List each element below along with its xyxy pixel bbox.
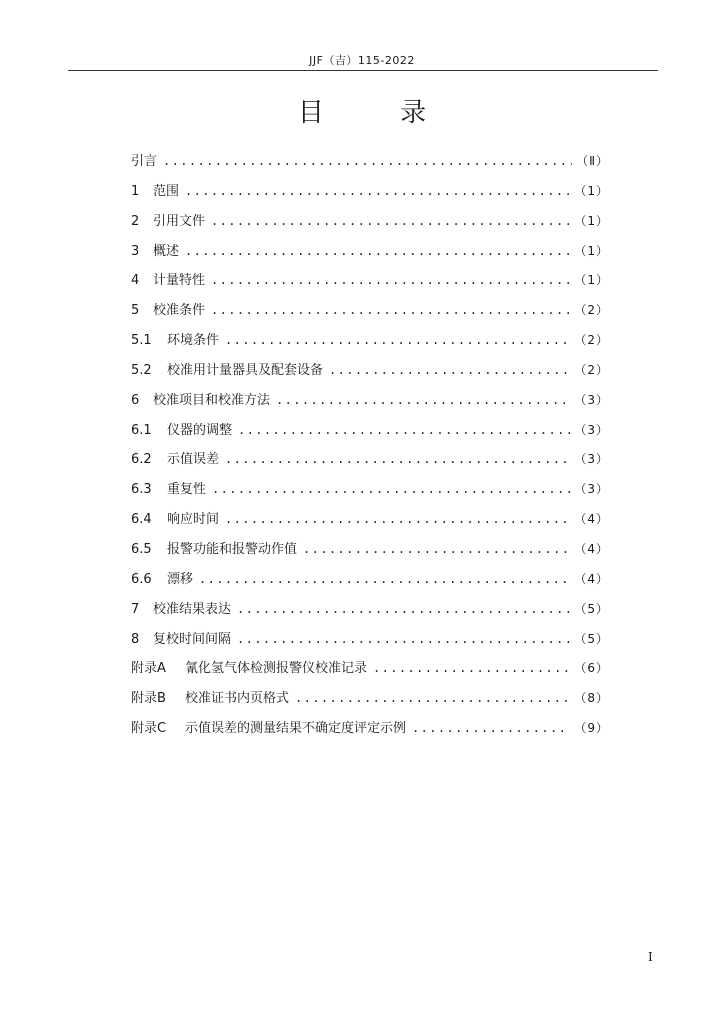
toc-entry-text: 范围 [153, 183, 180, 199]
toc-entry-number: 5 [131, 303, 140, 319]
toc-entry-label [131, 180, 181, 199]
toc-leader-dots [225, 512, 570, 526]
toc-entry-label [131, 150, 159, 169]
toc-entry-label [131, 628, 233, 647]
toc-entry[interactable] [131, 478, 609, 508]
toc-entry-page: （Ⅱ） [576, 154, 609, 168]
toc-leader-dots [211, 303, 570, 317]
toc-entry-text: 引言 [131, 154, 158, 169]
toc-entry-label [131, 717, 408, 736]
toc-entry-label [131, 538, 299, 557]
toc-leader-dots [303, 542, 570, 556]
toc-leader-dots [185, 244, 570, 258]
toc-entry-number: 附录A [131, 661, 166, 677]
toc-entry-label [131, 448, 221, 467]
toc-entry-text: 示值误差的测量结果不确定度评定示例 [185, 721, 407, 737]
toc-leader-dots [295, 691, 570, 705]
header-divider [68, 70, 658, 71]
toc-entry-text: 环境条件 [167, 333, 220, 349]
toc-entry-label [131, 269, 207, 288]
toc-entry[interactable] [131, 329, 609, 359]
toc-leader-dots [276, 393, 570, 407]
toc-entry-label [131, 508, 221, 527]
toc-entry-number: 6.1 [131, 422, 152, 438]
toc-entry-page: （1） [574, 183, 609, 198]
toc-leader-dots [185, 184, 570, 198]
toc-entry[interactable] [131, 389, 609, 419]
toc-entry[interactable] [131, 657, 609, 687]
toc-entry-text: 校准证书内页格式 [185, 691, 290, 707]
toc-leader-dots [212, 482, 570, 496]
toc-entry-page: （2） [574, 362, 609, 377]
toc-entry[interactable] [131, 717, 609, 747]
toc-entry-text: 复校时间间隔 [153, 631, 232, 647]
toc-entry-number: 7 [131, 601, 140, 617]
toc-entry-number: 6.2 [131, 452, 152, 468]
toc-entry-page: （4） [574, 512, 609, 527]
toc-entry-text: 计量特性 [153, 273, 206, 289]
toc-entry[interactable] [131, 568, 609, 598]
toc-entry-number: 4 [131, 273, 140, 289]
toc-entry[interactable] [131, 628, 609, 658]
toc-entry-number: 附录C [131, 721, 167, 737]
toc-entry-text: 示值误差 [167, 452, 220, 468]
toc-entry[interactable] [131, 508, 609, 538]
toc-entry-label [131, 657, 369, 676]
toc-entry[interactable] [131, 598, 609, 628]
toc-entry-page: （5） [574, 631, 609, 646]
toc-leader-dots [211, 273, 570, 287]
toc-entry-text: 响应时间 [167, 512, 220, 528]
toc-entry[interactable] [131, 150, 609, 180]
toc-entry-label [131, 478, 208, 497]
toc-entry-page: （5） [574, 601, 609, 616]
toc-entry[interactable] [131, 448, 609, 478]
toc-entry-text: 概述 [153, 243, 180, 259]
toc-entry-label [131, 568, 195, 587]
toc-entry-label [131, 687, 291, 706]
toc-entry[interactable] [131, 180, 609, 210]
toc-entry-number: 8 [131, 631, 140, 647]
toc-entry-page: （3） [574, 392, 609, 407]
toc-leader-dots [373, 661, 570, 675]
toc-leader-dots [238, 423, 570, 437]
toc-entry[interactable] [131, 359, 609, 389]
toc-leader-dots [225, 452, 570, 466]
toc-leader-dots [211, 214, 570, 228]
toc-leader-dots [199, 572, 570, 586]
toc-entry-text: 校准条件 [153, 303, 206, 319]
toc-leader-dots [329, 363, 570, 377]
toc-entry-page: （2） [574, 333, 609, 348]
toc-entry-text: 氰化氢气体检测报警仪校准记录 [185, 661, 368, 677]
toc-entry-text: 校准项目和校准方法 [153, 392, 271, 408]
toc-entry-number: 5.1 [131, 333, 152, 349]
toc-entry-page: （9） [574, 721, 609, 736]
toc-entry[interactable] [131, 269, 609, 299]
toc-entry-text: 引用文件 [153, 213, 206, 229]
toc-entry-number: 6.3 [131, 482, 152, 498]
toc-entry-page: （8） [574, 691, 609, 706]
toc-entry-page: （4） [574, 571, 609, 586]
toc-entry-page: （1） [574, 213, 609, 228]
toc-leader-dots [237, 632, 570, 646]
toc-entry[interactable] [131, 419, 609, 449]
toc-leader-dots [412, 721, 570, 735]
toc-entry-label [131, 359, 325, 378]
toc-entry-label [131, 210, 207, 229]
toc-entry-text: 重复性 [167, 482, 207, 498]
toc-entry-label [131, 389, 272, 408]
toc-entry-label [131, 419, 234, 438]
toc-entry-label [131, 299, 207, 318]
toc-leader-dots [163, 154, 572, 168]
table-of-contents [131, 150, 609, 747]
toc-entry-text: 校准结果表达 [153, 601, 232, 617]
toc-entry-page: （3） [574, 422, 609, 437]
toc-entry-page: （1） [574, 273, 609, 288]
toc-entry[interactable] [131, 687, 609, 717]
toc-entry-page: （2） [574, 303, 609, 318]
toc-entry-page: （4） [574, 541, 609, 556]
toc-entry-page: （1） [574, 243, 609, 258]
toc-entry-number: 6 [131, 392, 140, 408]
toc-entry-number: 3 [131, 243, 140, 259]
toc-entry-number: 6.5 [131, 541, 152, 557]
toc-entry[interactable] [131, 299, 609, 329]
toc-entry-text: 仪器的调整 [167, 422, 233, 438]
toc-entry-number: 2 [131, 213, 140, 229]
toc-leader-dots [225, 333, 570, 347]
toc-entry-text: 报警功能和报警动作值 [167, 541, 298, 557]
toc-entry-label [131, 598, 233, 617]
toc-entry[interactable] [131, 538, 609, 568]
toc-entry-text: 校准用计量器具及配套设备 [167, 362, 324, 378]
toc-leader-dots [237, 602, 570, 616]
toc-entry-number: 6.6 [131, 571, 152, 587]
page-title: 目 录 [297, 98, 461, 128]
toc-entry[interactable] [131, 240, 609, 270]
toc-entry-text: 漂移 [167, 571, 194, 587]
toc-entry-page: （6） [574, 661, 609, 676]
toc-entry-page: （3） [574, 452, 609, 467]
toc-entry-number: 1 [131, 183, 140, 199]
toc-entry-number: 5.2 [131, 362, 152, 378]
toc-entry[interactable] [131, 210, 609, 240]
toc-entry-number: 6.4 [131, 512, 152, 528]
standard-code: JJF（吉）115-2022 [309, 54, 415, 67]
toc-entry-number: 附录B [131, 691, 166, 707]
toc-entry-label [131, 329, 221, 348]
toc-entry-label [131, 240, 181, 259]
toc-entry-page: （3） [574, 482, 609, 497]
page-number: I [648, 950, 653, 964]
